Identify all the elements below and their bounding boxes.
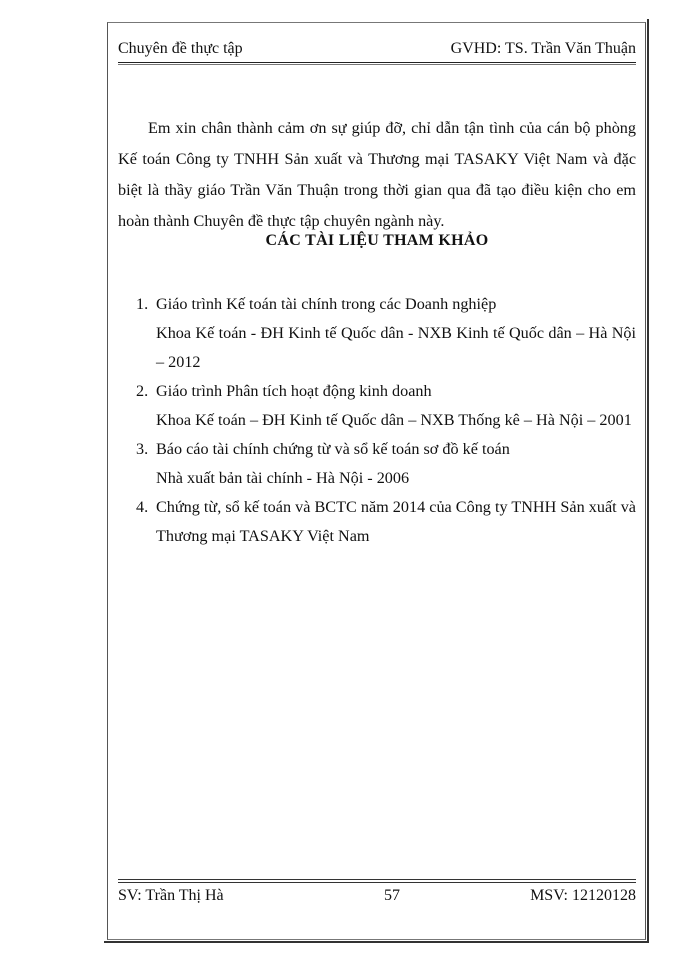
reference-detail: Nhà xuất bản tài chính - Hà Nội - 2006 (156, 469, 410, 487)
page-footer (118, 887, 636, 909)
reference-number: 2. (136, 382, 149, 400)
footer-student-name: SV: Trần Thị Hà (118, 887, 224, 904)
reference-title: Báo cáo tài chính chứng từ và sổ kế toán sơ đồ kế toán (156, 440, 510, 458)
reference-detail: Khoa Kế toán - ĐH Kinh tế Quốc dân - NXB Kinh tế Quốc dân – Hà Nội – 2012 (156, 324, 636, 371)
acknowledgement-section (118, 113, 636, 237)
footer-divider (118, 879, 636, 880)
reference-item (118, 435, 636, 493)
header-divider (118, 64, 636, 65)
reference-number: 1. (136, 295, 149, 313)
references-title: CÁC TÀI LIỆU THAM KHẢO (265, 232, 489, 249)
acknowledgement-paragraph: Em xin chân thành cảm ơn sự giúp đỡ, chỉ dẫn tận tình của cán bộ phòng Kế toán Công ty TNHH Sản xuất và Thương mại TASAKY Việt Nam và đặc biệt là thầy giáo Trần Văn Thuận trong thời gian qua đã tạo điều kiện cho em hoàn thành Chuyên đề thực tập chuyên ngành này. (118, 119, 636, 230)
header-course-title: Chuyên đề thực tập (118, 40, 243, 57)
reference-item (118, 493, 636, 551)
reference-title: Giáo trình Kế toán tài chính trong các Doanh nghiệp (156, 295, 497, 313)
reference-title: Giáo trình Phân tích hoạt động kinh doanh (156, 382, 432, 400)
footer-page-number: 57 (384, 887, 400, 904)
reference-detail: Khoa Kế toán – ĐH Kinh tế Quốc dân – NXB Thống kê – Hà Nội – 2001 (156, 411, 632, 429)
reference-item (118, 377, 636, 435)
footer-divider-secondary (118, 882, 636, 883)
references-list (118, 290, 636, 551)
page-header (118, 38, 636, 63)
footer-student-id: MSV: 12120128 (530, 887, 636, 904)
reference-item (118, 290, 636, 377)
reference-number: 3. (136, 440, 149, 458)
reference-number: 4. (136, 498, 149, 516)
header-supervisor: GVHD: TS. Trần Văn Thuận (450, 40, 636, 57)
reference-title: Chứng từ, sổ kế toán và BCTC năm 2014 của Công ty TNHH Sản xuất và Thương mại TASAKY Việt Nam (156, 498, 636, 545)
